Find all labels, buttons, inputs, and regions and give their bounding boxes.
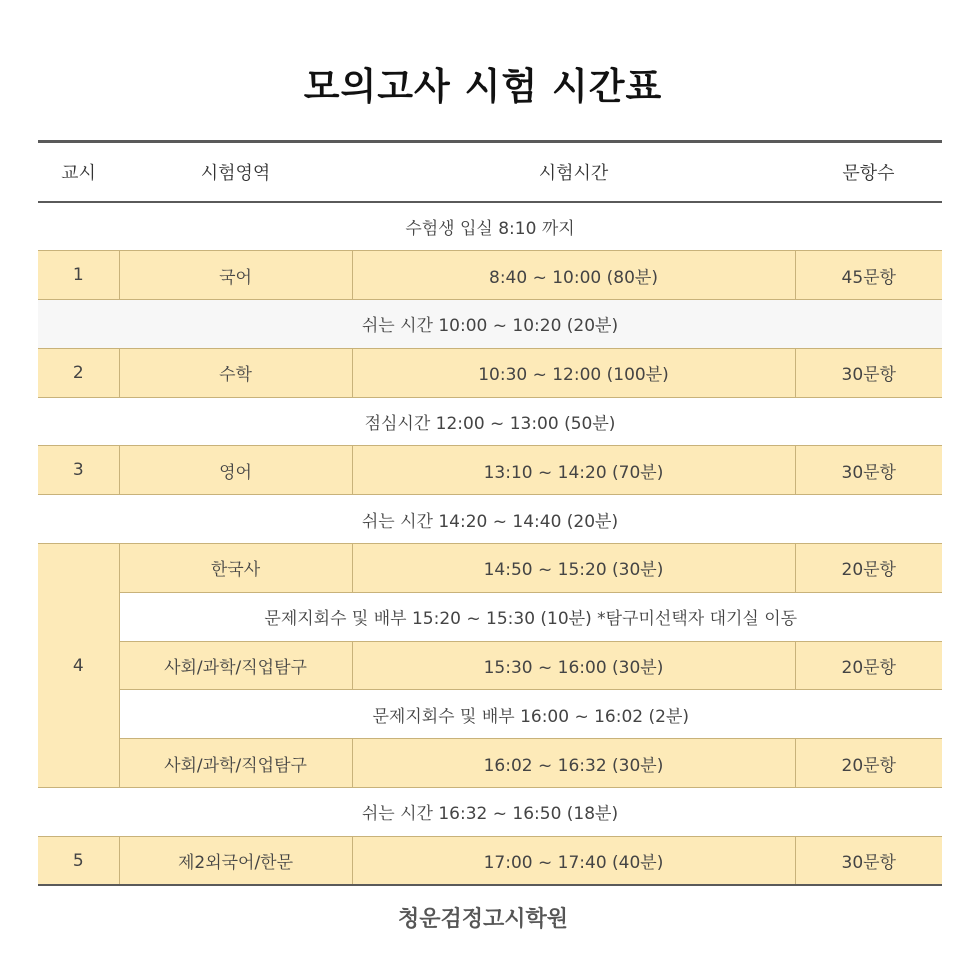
exchange-note: 문제지회수 및 배부 15:20 ~ 15:30 (10분) *탐구미선택자 대기실 이동 xyxy=(119,592,942,641)
break-note: 쉬는 시간 16:32 ~ 16:50 (18분) xyxy=(38,788,942,837)
header-count: 문항수 xyxy=(795,142,942,203)
page-title: 모의고사 시험 시간표 xyxy=(303,65,663,108)
period-number: 5 xyxy=(38,836,119,885)
count-cell: 30문항 xyxy=(795,446,942,495)
count-cell: 20문항 xyxy=(795,739,942,788)
period-4c-row xyxy=(38,739,942,788)
break-note: 쉬는 시간 14:20 ~ 14:40 (20분) xyxy=(38,495,942,544)
time-cell: 17:00 ~ 17:40 (40분) xyxy=(352,836,795,885)
subject-cell: 국어 xyxy=(119,251,352,300)
period-4b-row xyxy=(38,641,942,690)
period-1-row xyxy=(38,251,942,300)
count-cell: 30문항 xyxy=(795,348,942,397)
period-4-note-1-row xyxy=(38,592,942,641)
subject-cell: 사회/과학/직업탐구 xyxy=(119,641,352,690)
period-number: 2 xyxy=(38,348,119,397)
subject-cell: 영어 xyxy=(119,446,352,495)
entry-row xyxy=(38,202,942,251)
header-row xyxy=(38,142,942,203)
period-number: 4 xyxy=(38,544,119,788)
break-3-row xyxy=(38,788,942,837)
time-cell: 15:30 ~ 16:00 (30분) xyxy=(352,641,795,690)
header-time: 시험시간 xyxy=(352,142,795,203)
lunch-row xyxy=(38,397,942,446)
time-cell: 8:40 ~ 10:00 (80분) xyxy=(352,251,795,300)
period-number: 3 xyxy=(38,446,119,495)
exchange-note: 문제지회수 및 배부 16:00 ~ 16:02 (2분) xyxy=(119,690,942,739)
period-number: 1 xyxy=(38,251,119,300)
break-note: 쉬는 시간 10:00 ~ 10:20 (20분) xyxy=(38,300,942,349)
time-cell: 14:50 ~ 15:20 (30분) xyxy=(352,544,795,593)
break-1-row xyxy=(38,300,942,349)
schedule-table xyxy=(38,140,942,886)
time-cell: 16:02 ~ 16:32 (30분) xyxy=(352,739,795,788)
count-cell: 30문항 xyxy=(795,836,942,885)
period-5-row xyxy=(38,836,942,885)
time-cell: 10:30 ~ 12:00 (100분) xyxy=(352,348,795,397)
academy-name: 청운검정고시학원 xyxy=(397,907,569,932)
subject-cell: 한국사 xyxy=(119,544,352,593)
count-cell: 45문항 xyxy=(795,251,942,300)
count-cell: 20문항 xyxy=(795,544,942,593)
subject-cell: 사회/과학/직업탐구 xyxy=(119,739,352,788)
entry-note: 수험생 입실 8:10 까지 xyxy=(38,202,942,251)
time-cell: 13:10 ~ 14:20 (70분) xyxy=(352,446,795,495)
count-cell: 20문항 xyxy=(795,641,942,690)
period-2-row xyxy=(38,348,942,397)
header-subject: 시험영역 xyxy=(119,142,352,203)
period-3-row xyxy=(38,446,942,495)
period-4-note-2-row xyxy=(38,690,942,739)
break-2-row xyxy=(38,495,942,544)
subject-cell: 수학 xyxy=(119,348,352,397)
subject-cell: 제2외국어/한문 xyxy=(119,836,352,885)
period-4a-row xyxy=(38,544,942,593)
lunch-note: 점심시간 12:00 ~ 13:00 (50분) xyxy=(38,397,942,446)
header-period: 교시 xyxy=(38,142,119,203)
